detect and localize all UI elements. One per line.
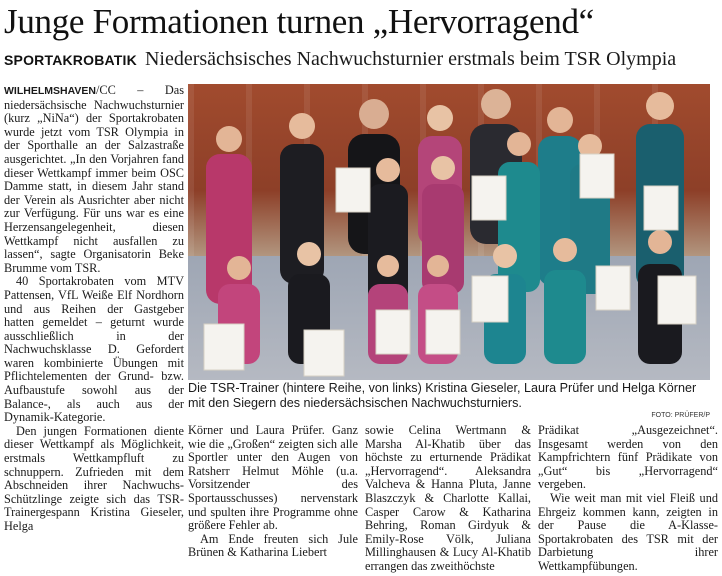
article-column-3 bbox=[365, 424, 531, 574]
paragraph-1 bbox=[4, 84, 184, 275]
paragraph-7: Prädikat „Ausgezeichnet“. Insgesamt werden von den Kampfrichtern fünf Prädikate von „Gut“ bis „Hervorragend“ vergeben. bbox=[538, 423, 718, 492]
article-column-1 bbox=[4, 84, 184, 534]
subheadline: Niedersächsisches Nachwuchsturnier erstmals beim TSR Olympia bbox=[144, 48, 677, 70]
paragraph-6: sowie Celina Wertmann & Marsha Al-Khatib über das höchste zu erturnende Prädikat „Hervorragend“. Aleksandra Valcheva & Hanna Pluta, Janne Blaszczyk & Charlotte Kallai, Casper Carow & Katharina Behring, Roman Girdyuk & Emily-Rose Völk, Juliana Millinghausen & Lucy Al-Khatib errangen das zweithöchste bbox=[365, 423, 531, 573]
photo-caption: Die TSR-Trainer (hintere Reihe, von links) Kristina Gieseler, Laura Prüfer und Helga Körner mit den Siegern des niedersächsischen Nachwuchsturniers. bbox=[188, 381, 697, 410]
paragraph-3: Den jungen Formationen diente dieser Wettkampf als Möglichkeit, erstmals Wettkampfluft zu schnuppern. Zufrieden mit dem Abschneiden ihrer Nachwuchs-Schützlinge zeigte sich das TSR-Trainergespann Kristina Gieseler, Helga bbox=[4, 423, 184, 533]
paragraph-1-text: – Das niedersächsische Nachwuchsturnier (kurz „NiNa“) der Sportakrobaten wurde jetzt vom TSR Olympia in der Sporthalle an der Salzastraße ausgerichtet. „In den Vorjahren fand dieser Wettkampf immer beim OSC Damme statt, in diesem Jahr stand der Verein als Ausrichter aber nicht zur Verfügung. Für uns war es eine Herzensangelegenheit, diesen Wettkampf nicht ausfallen zu lassen“, sagte Organisatorin Beke Brumme vom TSR. bbox=[4, 83, 184, 275]
paragraph-2: 40 Sportakrobaten vom MTV Pattensen, VfL Weiße Elf Nordhorn und aus Reihen der Gastgeber hatten gemeldet – geturnt wurde ausschließlich in der Nachwuchsklasse D. Gefordert waren kombinierte Übungen mit Pflichtelementen der Grund- bzw. Aufbaustufe sowohl aus der Balance-, als auch aus der Dynamik-Kategorie. bbox=[4, 274, 184, 425]
dateline: WILHELMSHAVEN bbox=[4, 85, 96, 97]
headline: Junge Formationen turnen „Hervorragend“ bbox=[4, 2, 594, 41]
section-kicker: SPORTAKROBATIK bbox=[4, 52, 137, 68]
group-photo-figures bbox=[188, 84, 710, 380]
group-photo bbox=[188, 84, 710, 380]
article-column-4 bbox=[538, 424, 718, 574]
paragraph-4: Körner und Laura Prüfer. Ganz wie die „Großen“ zeigten sich alle Sportler unter den Augen von Ratsherr Helmut Möhle (u.a. Vorsitzender des Sportausschusses) nervenstark und spulten ihre Programme ohne größere Fehler ab. bbox=[188, 423, 358, 533]
subhead bbox=[4, 46, 676, 72]
paragraph-8: Wie weit man mit viel Fleiß und Ehrgeiz kommen kann, zeigten in der Pause die A-Klasse-Sportakrobaten des TSR mit der Darbietung ihrer Wettkampfübungen. bbox=[538, 490, 718, 573]
photo-credit: FOTO: PRÜFER/P bbox=[651, 412, 710, 419]
article-column-2 bbox=[188, 424, 358, 560]
dateline-suffix: /CC bbox=[95, 83, 116, 97]
paragraph-5: Am Ende freuten sich Jule Brünen & Katharina Liebert bbox=[188, 531, 358, 560]
